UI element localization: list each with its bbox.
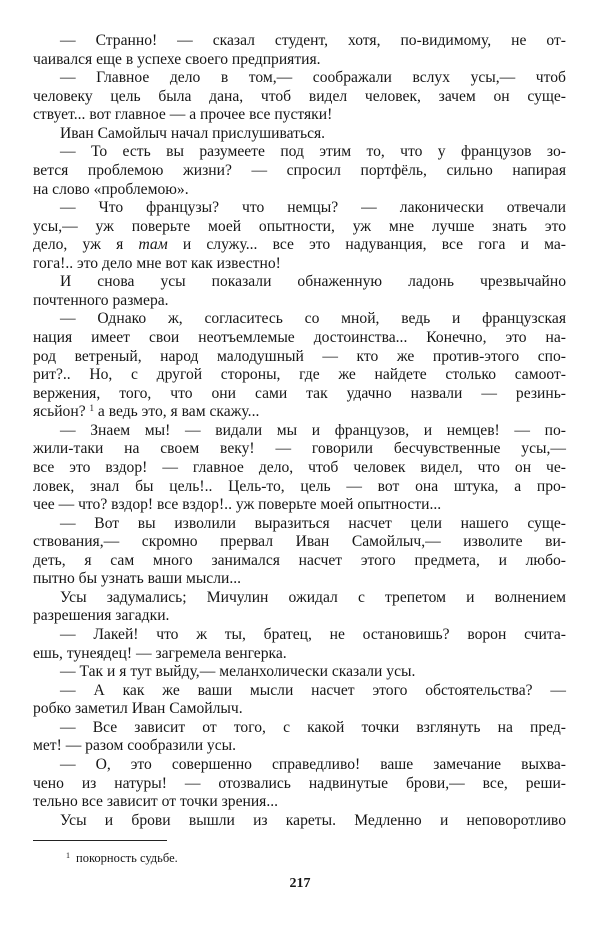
text-line: вется проблемою жизни? — спросил портфёль, сильно напирая bbox=[33, 161, 566, 179]
text-line: И снова усы показали обнаженную ладонь чрезвычайно bbox=[60, 273, 566, 291]
text-line: все это вздор! — главное дело, чтоб человек видел, что он че- bbox=[33, 458, 566, 476]
text-line: чаивался еще в успехе своего предприятия. bbox=[33, 50, 321, 68]
text-line: чено из натуры! — отозвались надвинутые брови,— все, реши- bbox=[33, 774, 566, 792]
text-line: робко заметил Иван Самойлыч. bbox=[33, 700, 243, 718]
text-line: деть, я сам много занимался насчет этого предмета, и любо- bbox=[33, 551, 566, 569]
text-line: ствования,— скромно прервал Иван Самойлыч,— изволите ви- bbox=[33, 533, 566, 551]
text-line: — Вот вы изволили выразиться насчет цели нашего суще- bbox=[60, 514, 566, 532]
text-line: на слово «проблемою». bbox=[33, 180, 189, 198]
text-line: — То есть вы разумеете под этим то, что у французов зо- bbox=[60, 143, 566, 161]
text-line: ловек, знал бы цель!.. Цель-то, цель — вот она штука, а про- bbox=[33, 477, 566, 495]
text-line: почтенного размера. bbox=[33, 291, 169, 309]
text-line: тельно все зависит от точки зрения... bbox=[33, 793, 279, 811]
text-line: нация имеет свои неотъемлемые достоинства... Конечно, это на- bbox=[33, 329, 566, 346]
footnote-reference: 1 bbox=[89, 403, 95, 414]
text-line: — Знаем мы! — видали мы и французов, и немцев! — по- bbox=[60, 421, 566, 439]
text-segment: дело, уж я bbox=[33, 236, 139, 254]
text-line: Иван Самойлыч начал прислушиваться. bbox=[60, 124, 326, 142]
text-line: гога!.. это дело мне вот как известно! bbox=[33, 254, 281, 272]
footnote-text: покорность судьбе. bbox=[76, 851, 178, 865]
footnote-divider bbox=[33, 840, 167, 841]
text-line: — Лакей! что ж ты, братец, не остановишь? ворон счита- bbox=[60, 626, 566, 643]
text-line: разрешения загадки. bbox=[33, 607, 170, 625]
text-line: — Однако ж, согласитесь со мной, ведь и французская bbox=[60, 310, 566, 328]
text-line bbox=[33, 403, 566, 422]
text-line: род ветреный, народ малодушный — кто же против-этого спо- bbox=[33, 347, 566, 365]
text-line: — А как же ваши мысли насчет этого обстоятельства? — bbox=[60, 681, 566, 699]
text-line: человеку цель была дана, чтоб видел человек, зачем он суще- bbox=[33, 87, 566, 105]
text-line: чее — что? вздор! все вздор!.. уж поверьте моей опытности... bbox=[33, 496, 442, 514]
text-line: — Что французы? что немцы? — лаконически отвечали bbox=[60, 199, 566, 217]
text-segment: ясьйон? bbox=[33, 403, 90, 421]
text-line: — Так и я тут выйду,— меланхолически сказали усы. bbox=[60, 663, 416, 681]
text-line bbox=[33, 236, 566, 255]
text-line: жили-таки на своем веку! — говорили бесчувственные усы,— bbox=[33, 440, 566, 458]
text-line: ствует... вот главное — а прочее все пустяки! bbox=[33, 106, 333, 124]
text-line: мет! — разом сообразили усы. bbox=[33, 737, 237, 755]
text-line: Усы и брови вышли из кареты. Медленно и неповоротливо bbox=[60, 811, 566, 829]
text-line: — Главное дело в том,— соображали вслух усы,— чтоб bbox=[60, 69, 566, 87]
text-line: — О, это совершенно справедливо! ваше замечание выхва- bbox=[60, 755, 566, 773]
italic-word: там bbox=[138, 236, 168, 254]
text-line: пытно бы узнать ваши мысли... bbox=[33, 570, 242, 588]
text-line: усы,— уж поверьте моей опытности, уж мне лучше знать это bbox=[33, 217, 566, 235]
footnote bbox=[66, 849, 178, 865]
text-line: ешь, тунеядец! — загремела венгерка. bbox=[33, 644, 287, 662]
text-line: рит?.. Но, с другой стороны, где же найдете столько самоот- bbox=[33, 366, 566, 384]
body-text bbox=[33, 32, 566, 830]
text-line: вержения, того, что они сами так удачно назвали — резинь- bbox=[33, 384, 566, 402]
page-number: 217 bbox=[289, 876, 311, 891]
text-segment: и служу... все это надуванция, все гога и ма- bbox=[167, 236, 566, 254]
text-line: Усы задумались; Мичулин ожидал с трепетом и волнением bbox=[60, 588, 566, 606]
footnote-mark: 1 bbox=[66, 851, 70, 860]
text-line: — Все зависит от того, с какой точки взглянуть на пред- bbox=[60, 718, 566, 736]
text-line: — Странно! — сказал студент, хотя, по-видимому, не от- bbox=[60, 32, 566, 49]
text-segment: а ведь это, я вам скажу... bbox=[94, 403, 260, 421]
